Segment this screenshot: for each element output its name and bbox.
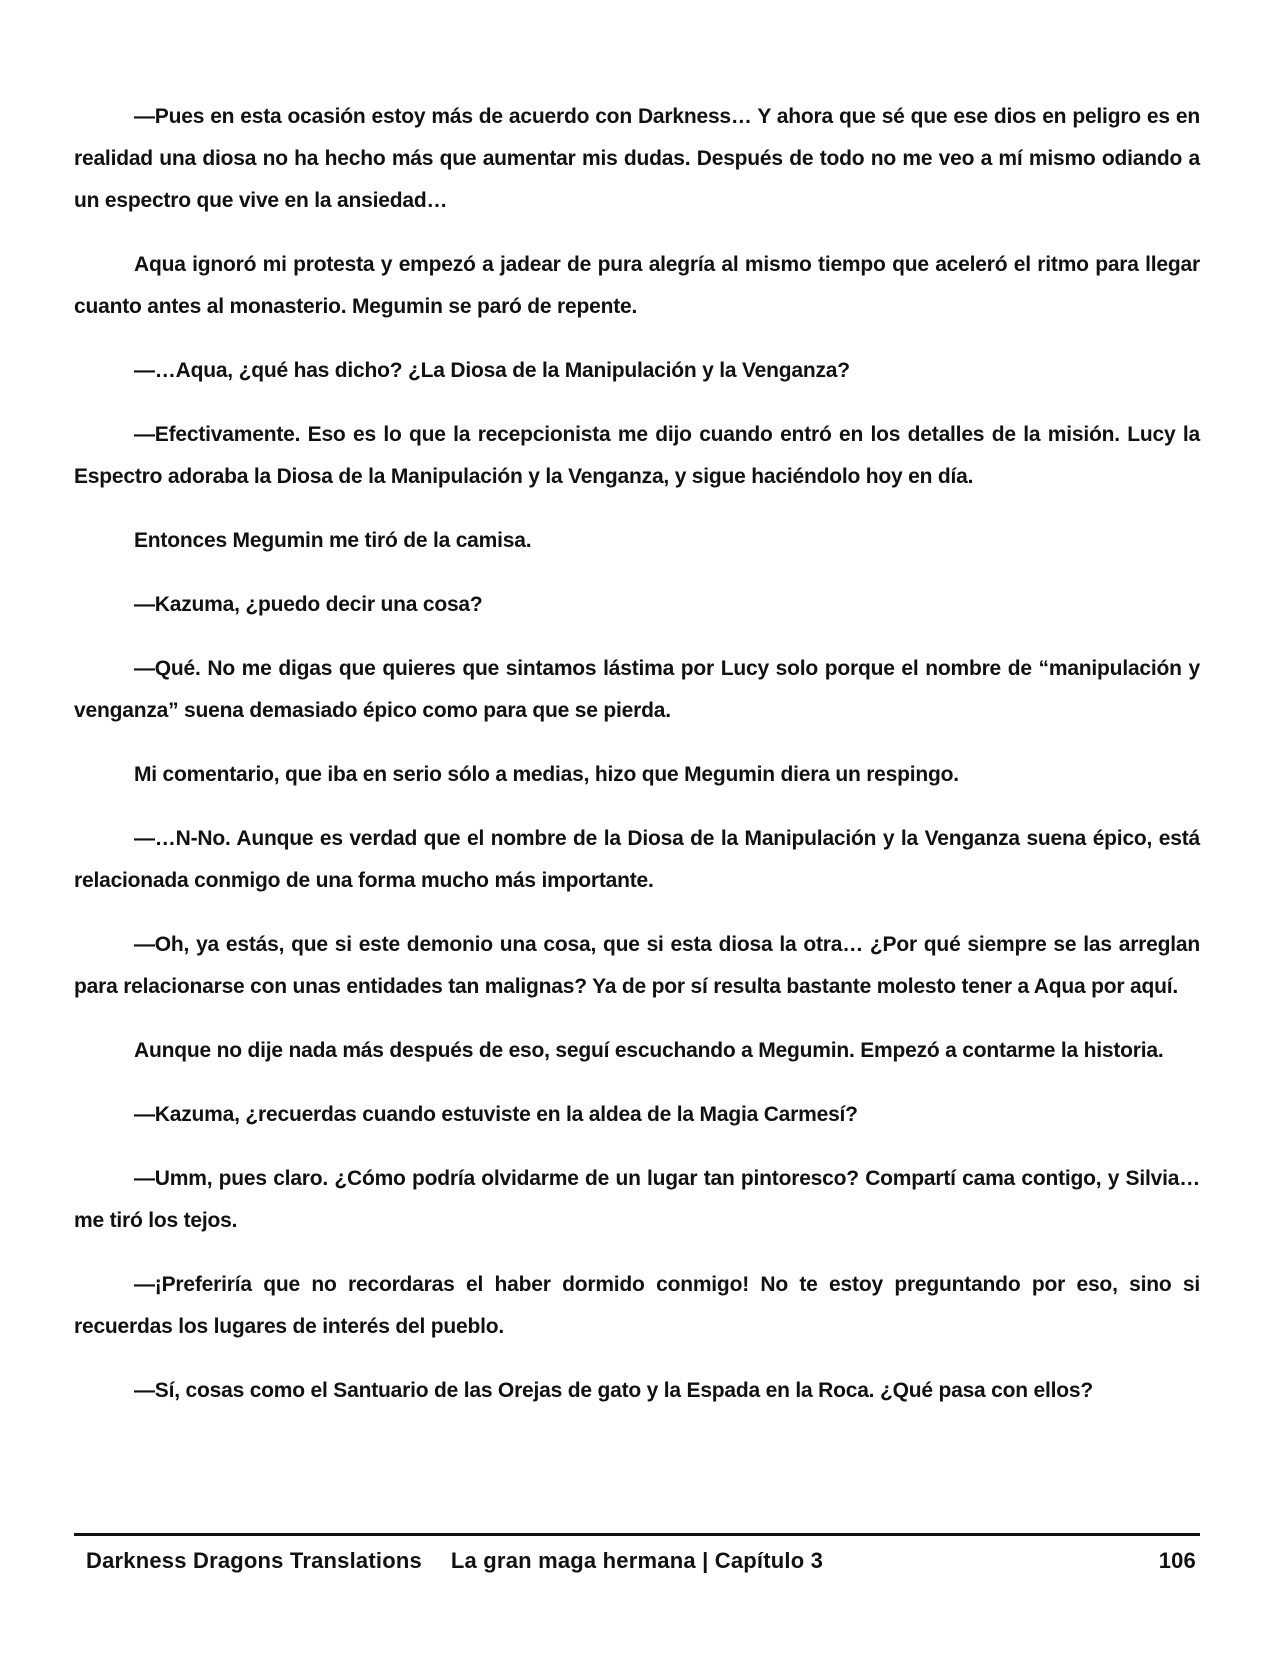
footer-chapter-title: La gran maga hermana | Capítulo 3 <box>450 1548 824 1573</box>
paragraph-15: —Sí, cosas como el Santuario de las Orejas de gato y la Espada en la Roca. ¿Qué pasa con ellos? <box>134 1379 1094 1402</box>
paragraph-6: —Kazuma, ¿puedo decir una cosa? <box>134 593 483 616</box>
paragraph-12: —Kazuma, ¿recuerdas cuando estuviste en la aldea de la Magia Carmesí? <box>134 1103 858 1126</box>
paragraph-2: Aqua ignoró mi protesta y empezó a jadear de pura alegría al mismo tiempo que aceleró el ritmo para llegar cuanto antes al monasterio. Megumin se paró de repente. <box>74 253 1200 318</box>
paragraph-9: —…N-No. Aunque es verdad que el nombre de la Diosa de la Manipulación y la Venganza suena épico, está relacionada conmigo de una forma mucho más importante. <box>74 827 1200 892</box>
paragraph-13: —Umm, pues claro. ¿Cómo podría olvidarme de un lugar tan pintoresco? Compartí cama contigo, y Silvia… me tiró los tejos. <box>74 1167 1200 1232</box>
paragraph-8: Mi comentario, que iba en serio sólo a medias, hizo que Megumin diera un respingo. <box>134 763 959 786</box>
paragraph-11: Aunque no dije nada más después de eso, seguí escuchando a Megumin. Empezó a contarme la historia. <box>134 1039 1164 1062</box>
page-body <box>74 96 1200 1434</box>
paragraph-1: —Pues en esta ocasión estoy más de acuerdo con Darkness… Y ahora que sé que ese dios en peligro es en realidad una diosa no ha hecho más que aumentar mis dudas. Después de todo no me veo a mí mismo odiando a un espectro que vive en la ansiedad… <box>74 105 1200 212</box>
footer-translator-credit: Darkness Dragons Translations <box>86 1548 422 1573</box>
paragraph-14: —¡Preferiría que no recordaras el haber dormido conmigo! No te estoy preguntando por eso, sino si recuerdas los lugares de interés del pueblo. <box>74 1273 1200 1338</box>
page-footer <box>74 1533 1200 1588</box>
paragraph-3: —…Aqua, ¿qué has dicho? ¿La Diosa de la Manipulación y la Venganza? <box>134 359 850 382</box>
paragraph-7: —Qué. No me digas que quieres que sintamos lástima por Lucy solo porque el nombre de “manipulación y venganza” suena demasiado épico como para que se pierda. <box>74 657 1200 722</box>
paragraph-5: Entonces Megumin me tiró de la camisa. <box>134 529 532 552</box>
paragraph-10: —Oh, ya estás, que si este demonio una cosa, que si esta diosa la otra… ¿Por qué siempre se las arreglan para relacionarse con unas entidades tan malignas? Ya de por sí resulta bastante molesto tener a Aqua por aquí. <box>74 933 1200 998</box>
footer-page-number: 106 <box>1158 1548 1196 1573</box>
paragraph-4: —Efectivamente. Eso es lo que la recepcionista me dijo cuando entró en los detalles de la misión. Lucy la Espectro adoraba la Diosa de la Manipulación y la Venganza, y sigue haciéndolo hoy en día. <box>74 423 1200 488</box>
